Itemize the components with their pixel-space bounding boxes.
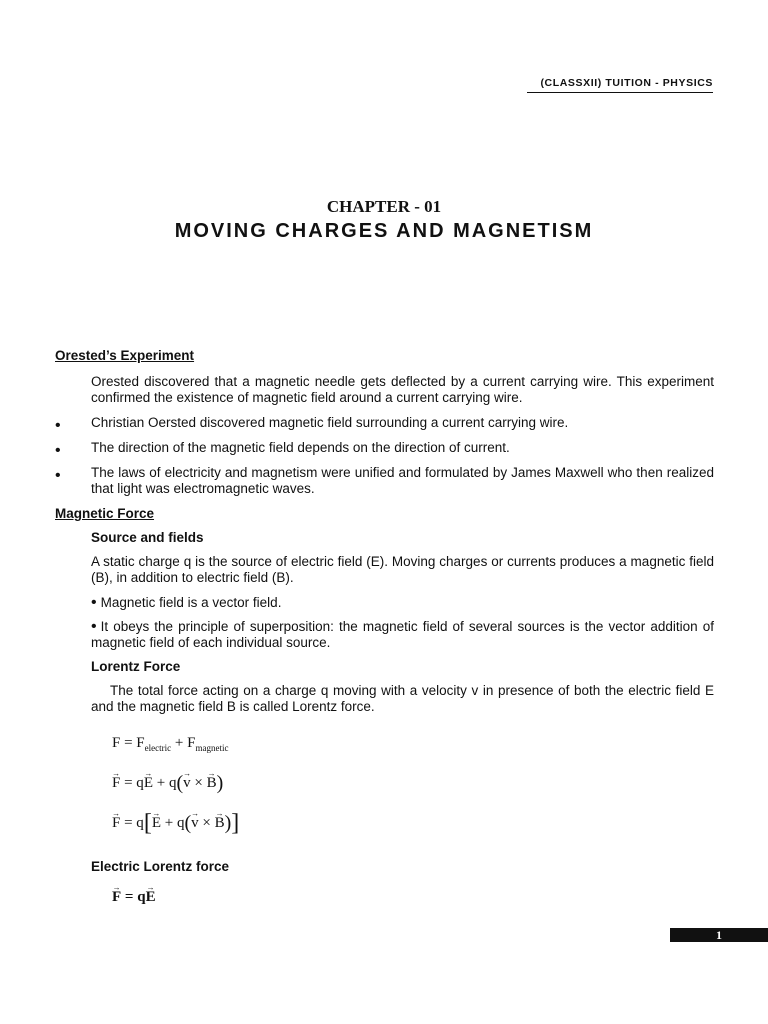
formula-lorentz-sum bbox=[112, 735, 714, 775]
bullet-text: Christian Oersted discovered magnetic field surrounding a current carrying wire. bbox=[91, 415, 569, 430]
page-content bbox=[55, 348, 714, 929]
chapter-number: CHAPTER - 01 bbox=[326, 197, 442, 216]
formula-text: + q bbox=[160, 815, 185, 831]
bullet-icon: • bbox=[91, 594, 97, 611]
paren-glyph: ( bbox=[184, 812, 192, 834]
page-number: 1 bbox=[670, 928, 768, 942]
section-heading-oersted: Orested’s Experiment bbox=[55, 348, 195, 363]
bullet-text: The direction of the magnetic field depends on the direction of current. bbox=[91, 440, 510, 455]
bullet-icon: • bbox=[55, 442, 61, 459]
bracket-glyph: [ bbox=[143, 810, 152, 836]
bullet-icon: • bbox=[55, 467, 61, 484]
formula-text: = q bbox=[121, 889, 146, 905]
bullet-item bbox=[55, 465, 714, 497]
bullet-item bbox=[91, 619, 714, 651]
vector-symbol: → F bbox=[112, 815, 120, 831]
formula-text: + F bbox=[171, 735, 196, 751]
formula-text: F = F bbox=[112, 735, 145, 751]
section-heading-magnetic-force: Magnetic Force bbox=[55, 506, 155, 521]
vector-symbol: → B bbox=[215, 815, 225, 831]
formula-text: = q bbox=[120, 775, 144, 791]
vector-symbol: → F bbox=[112, 775, 120, 791]
bullet-icon: • bbox=[55, 417, 61, 434]
formula-text: × bbox=[198, 815, 215, 831]
formula-text: + q bbox=[152, 775, 177, 791]
bullet-icon: • bbox=[91, 618, 97, 635]
bullet-text: Magnetic field is a vector field. bbox=[100, 595, 282, 610]
lorentz-paragraph: The total force acting on a charge q moving with a velocity v in presence of both the electric field E and the magnetic field B is called Lorentz force. bbox=[91, 683, 714, 714]
bracket-glyph: ] bbox=[231, 810, 240, 836]
formula-lorentz-vector bbox=[112, 772, 714, 815]
vector-symbol: → E bbox=[144, 775, 153, 791]
paren-glyph: ) bbox=[216, 772, 224, 794]
paren-glyph: ) bbox=[224, 812, 232, 834]
vector-symbol: → E bbox=[152, 815, 161, 831]
vector-symbol: → F bbox=[112, 889, 121, 905]
header-tag: (CLASSXII) TUITION - PHYSICS bbox=[527, 77, 713, 93]
formula-text: = q bbox=[120, 815, 144, 831]
formula-text: × bbox=[190, 775, 207, 791]
formula-subscript: electric bbox=[144, 743, 172, 753]
subheading-lorentz-force: Lorentz Force bbox=[91, 659, 181, 674]
oersted-intro: Orested discovered that a magnetic needle gets deflected by a current carrying wire. This experiment confirmed the existence of magnetic field around a current carrying wire. bbox=[91, 374, 714, 405]
subheading-source-fields: Source and fields bbox=[91, 530, 204, 545]
formula-electric-lorentz bbox=[112, 889, 714, 929]
vector-symbol: → B bbox=[207, 775, 217, 791]
formula-subscript: magnetic bbox=[195, 743, 229, 753]
bullet-text: It obeys the principle of superposition: the magnetic field of several sources is the vector addition of magnetic field of each individual source. bbox=[91, 619, 714, 650]
bullet-item bbox=[55, 415, 714, 434]
bullet-item bbox=[91, 595, 714, 611]
source-paragraph: A static charge q is the source of electric field (E). Moving charges or currents produces a magnetic field (B), in addition to electric field (B). bbox=[91, 554, 714, 585]
paren-glyph: ( bbox=[176, 772, 184, 794]
formula-lorentz-factored bbox=[112, 810, 714, 859]
bullet-item bbox=[55, 440, 714, 459]
vector-symbol: → E bbox=[146, 889, 156, 905]
bullet-text: The laws of electricity and magnetism were unified and formulated by James Maxwell who then realized that light was electromagnetic waves. bbox=[91, 465, 714, 496]
vector-symbol: → v bbox=[191, 815, 199, 831]
subheading-electric-lorentz: Electric Lorentz force bbox=[91, 859, 230, 874]
vector-symbol: → v bbox=[183, 775, 191, 791]
chapter-title: MOVING CHARGES AND MAGNETISM bbox=[174, 220, 594, 242]
